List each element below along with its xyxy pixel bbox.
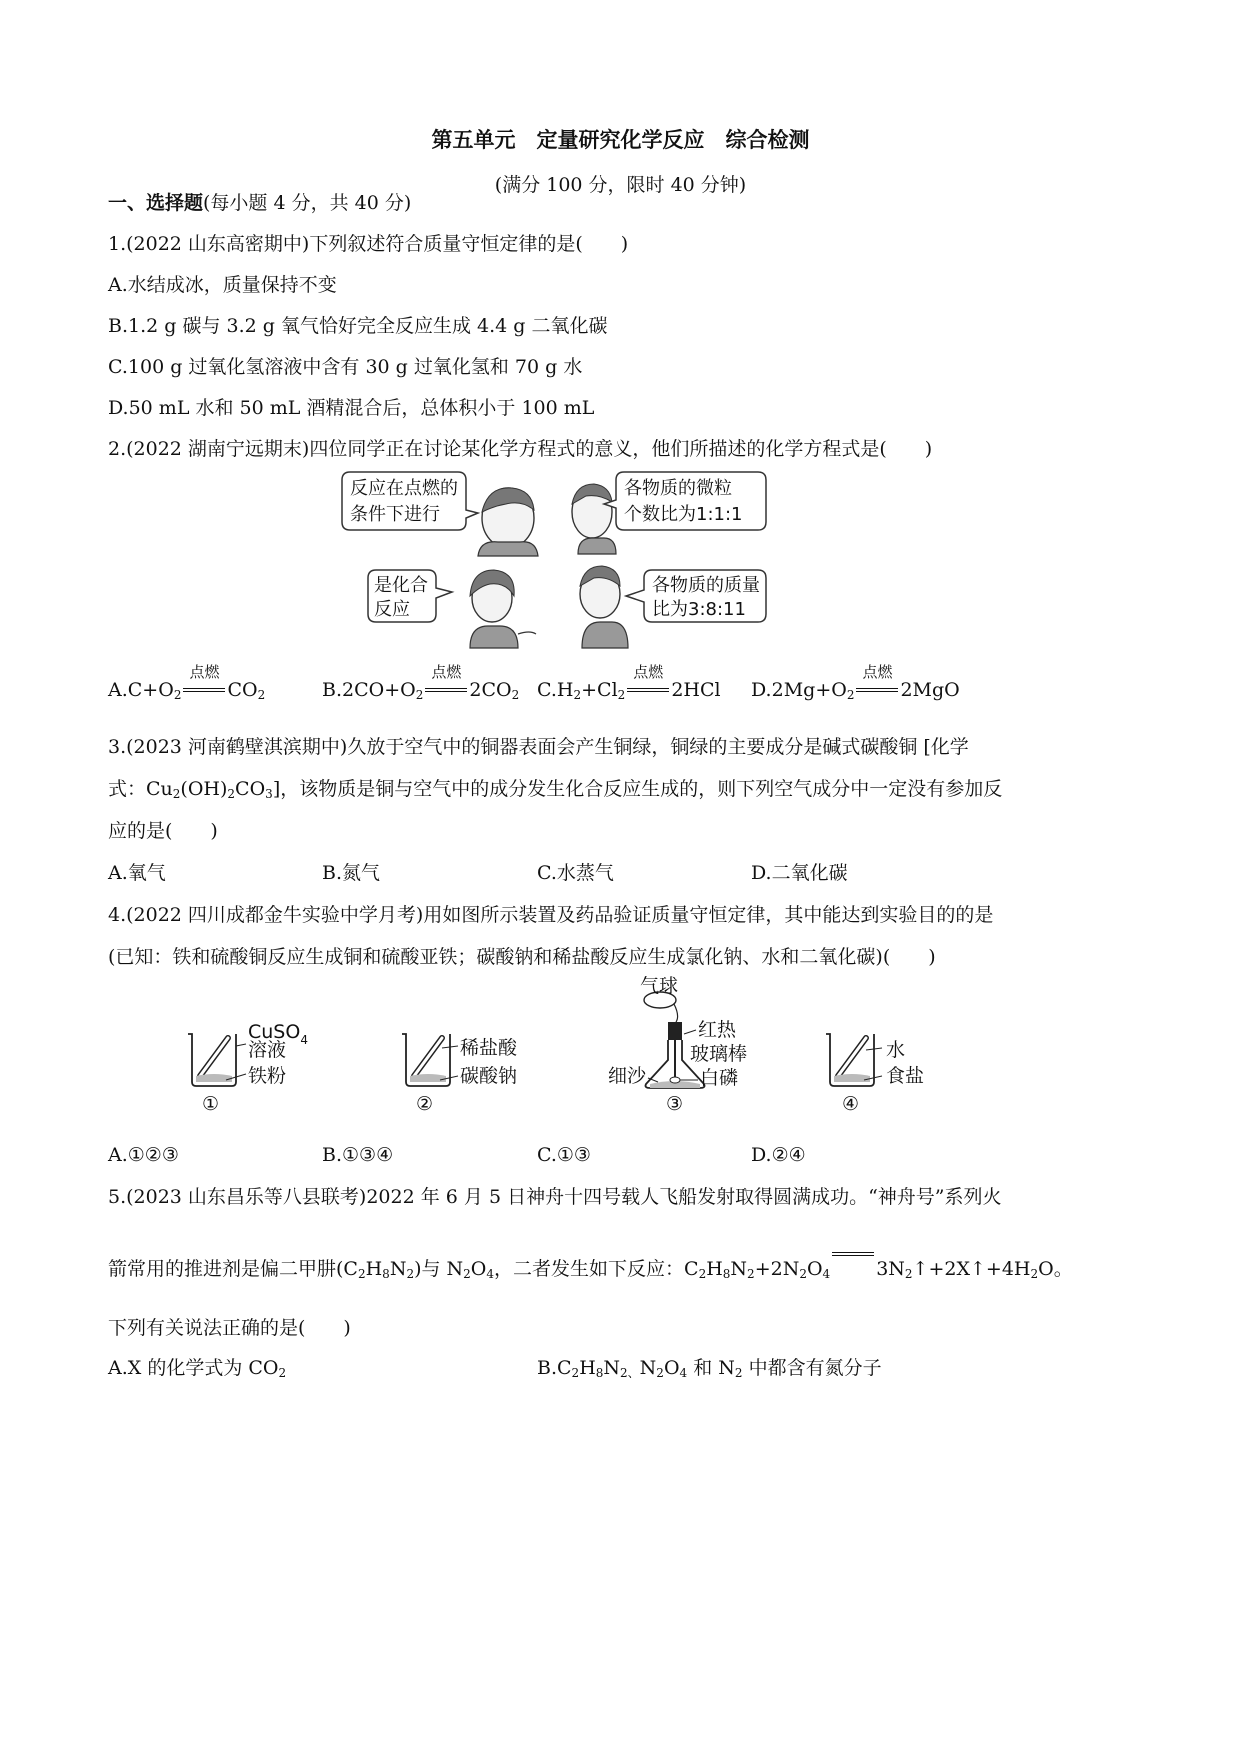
bubble-4-line-2: 比为3:8:11: [652, 599, 746, 620]
speech-bubble-1: [342, 472, 478, 530]
q1-stem: 1.(2022 山东高密期中)下列叙述符合质量守恒定律的是( ): [108, 233, 629, 255]
student-1-figure: [478, 488, 538, 556]
apparatus-3-number: ③: [666, 1093, 684, 1115]
reaction-equals-sign: [830, 1256, 876, 1282]
q5-option-b: $B.C_2H_8N_{2、}N_2O_4$ 和 $N_2$ 中都含有氮分子: [537, 1357, 882, 1380]
bubble-4-line-1: 各物质的质量: [652, 575, 760, 596]
reaction-arrow: 点燃: [181, 677, 227, 703]
speech-bubble-2: [604, 472, 766, 530]
bubble-3-line-1: 是化合: [374, 575, 428, 596]
apparatus-2-number: ②: [416, 1093, 434, 1115]
q4-line-1: 4.(2022 四川成都金牛实验中学月考)用如图所示装置及药品验证质量守恒定律，其中能达到实验目的的是: [108, 904, 994, 926]
q1-option-d: D.50 mL 水和 50 mL 酒精混合后，总体积小于 100 mL: [108, 397, 595, 419]
apparatus-3-label-sand: 细沙: [608, 1065, 647, 1087]
q5-line-2: 箭常用的推进剂是偏二甲肼$(C_2H_8N_2)$与 $N_2O_4$，二者发生如下反应：$C_2H_8N_2+2N_2O_4$ $3N_2↑+2X↑+4H_2O$。: [108, 1256, 1073, 1282]
apparatus-4-number: ④: [842, 1093, 860, 1115]
apparatus-2-beaker: [402, 1034, 518, 1115]
q4-option-a: A.①②③: [108, 1144, 179, 1166]
apparatus-2-label-carbonate: 碳酸钠: [460, 1065, 518, 1087]
q3-line-3: 应的是( ): [108, 820, 218, 842]
q1-option-a: A.水结成冰，质量保持不变: [108, 274, 337, 296]
q3-option-b: B.氮气: [322, 862, 381, 884]
q5-line-3: 下列有关说法正确的是( ): [108, 1317, 351, 1339]
bubble-2-line-1: 各物质的微粒: [624, 478, 732, 499]
q2-option-b: $B.2CO+O_2$ 点燃 $2CO_2$: [322, 663, 520, 702]
reaction-arrow: 点燃: [423, 677, 469, 703]
student-2-figure: [572, 484, 616, 554]
bubble-1-line-1: 反应在点燃的: [350, 478, 458, 499]
q2-discussion-figure: [330, 466, 870, 650]
apparatus-3-label-glass-rod: 玻璃棒: [690, 1043, 748, 1065]
student-3-figure: [470, 570, 536, 648]
speech-bubble-3: [368, 570, 452, 622]
q5-line-1: 5.(2023 山东昌乐等八县联考)2022 年 6 月 5 日神舟十四号载人飞船发射取得圆满成功。“神舟号”系列火: [108, 1186, 1002, 1208]
apparatus-3-label-red-hot: 红热: [698, 1019, 737, 1041]
apparatus-1-beaker: [188, 1021, 308, 1115]
bubble-2-line-2: 个数比为1:1:1: [624, 504, 743, 525]
reaction-arrow: 点燃: [854, 677, 900, 703]
student-4-figure: [580, 566, 628, 648]
apparatus-1-label-iron: 铁粉: [248, 1065, 287, 1087]
bubble-3-line-2: 反应: [374, 599, 410, 620]
apparatus-3-label-phosphorus: 白磷: [700, 1067, 739, 1089]
apparatus-3-label-balloon: 气球: [640, 976, 679, 997]
q1-option-c: C.100 g 过氧化氢溶液中含有 30 g 过氧化氢和 70 g 水: [108, 356, 583, 378]
section-title: 一、选择题: [108, 192, 204, 214]
page-subtitle: (满分 100 分，限时 40 分钟): [494, 174, 747, 196]
apparatus-3-flask: [608, 976, 747, 1115]
q3-option-a: A.氧气: [108, 862, 166, 884]
reaction-arrow: 点燃: [625, 677, 671, 703]
q1-option-b: B.1.2 g 碳与 3.2 g 氧气恰好完全反应生成 4.4 g 二氧化碳: [108, 315, 608, 337]
apparatus-4-label-salt: 食盐: [886, 1065, 925, 1087]
q4-line-2: (已知：铁和硫酸铜反应生成铜和硫酸亚铁；碳酸钠和稀盐酸反应生成氯化钠、水和二氧化碳)( ): [108, 946, 936, 968]
apparatus-4-label-water: 水: [886, 1039, 906, 1061]
apparatus-4-beaker: [826, 1034, 924, 1115]
q5-option-a: A.X 的化学式为 $CO_2$: [108, 1357, 287, 1380]
bubble-1-line-2: 条件下进行: [350, 504, 440, 525]
apparatus-1-label-solution: 溶液: [248, 1039, 287, 1061]
q4-apparatus-figure: [180, 976, 980, 1118]
q2-option-d: $D.2Mg+O_2$ 点燃 2MgO: [751, 663, 960, 702]
q4-option-d: D.②④: [751, 1144, 806, 1166]
q4-option-b: B.①③④: [322, 1144, 394, 1166]
section-note: (每小题 4 分，共 40 分): [203, 192, 412, 214]
apparatus-1-number: ①: [202, 1093, 220, 1115]
page-title: 第五单元 定量研究化学反应 综合检测: [431, 128, 810, 152]
q3-line-2: 式：$Cu_2(OH)_2CO_3$]，该物质是铜与空气中的成分发生化合反应生成的，则下列空气成分中一定没有参加反: [108, 778, 1003, 801]
q2-option-a: $A.C+O_2$ 点燃 $CO_2$: [108, 663, 266, 702]
apparatus-1-label-cuso4: CuSO$_4$: [248, 1021, 308, 1047]
q2-stem: 2.(2022 湖南宁远期末)四位同学正在讨论某化学方程式的意义，他们所描述的化学方程式是( ): [108, 438, 933, 460]
q3-line-1: 3.(2023 河南鹤壁淇滨期中)久放于空气中的铜器表面会产生铜绿，铜绿的主要成分是碱式碳酸铜 [化学: [108, 736, 969, 758]
q4-option-c: C.①③: [537, 1144, 591, 1166]
q2-option-c: $C.H_2+Cl_2$ 点燃 2HCl: [537, 663, 721, 702]
apparatus-2-label-acid: 稀盐酸: [460, 1037, 518, 1059]
section-heading: [108, 190, 411, 216]
q3-option-d: D.二氧化碳: [751, 862, 848, 884]
q3-option-c: C.水蒸气: [537, 862, 614, 884]
speech-bubble-4: [626, 570, 766, 622]
